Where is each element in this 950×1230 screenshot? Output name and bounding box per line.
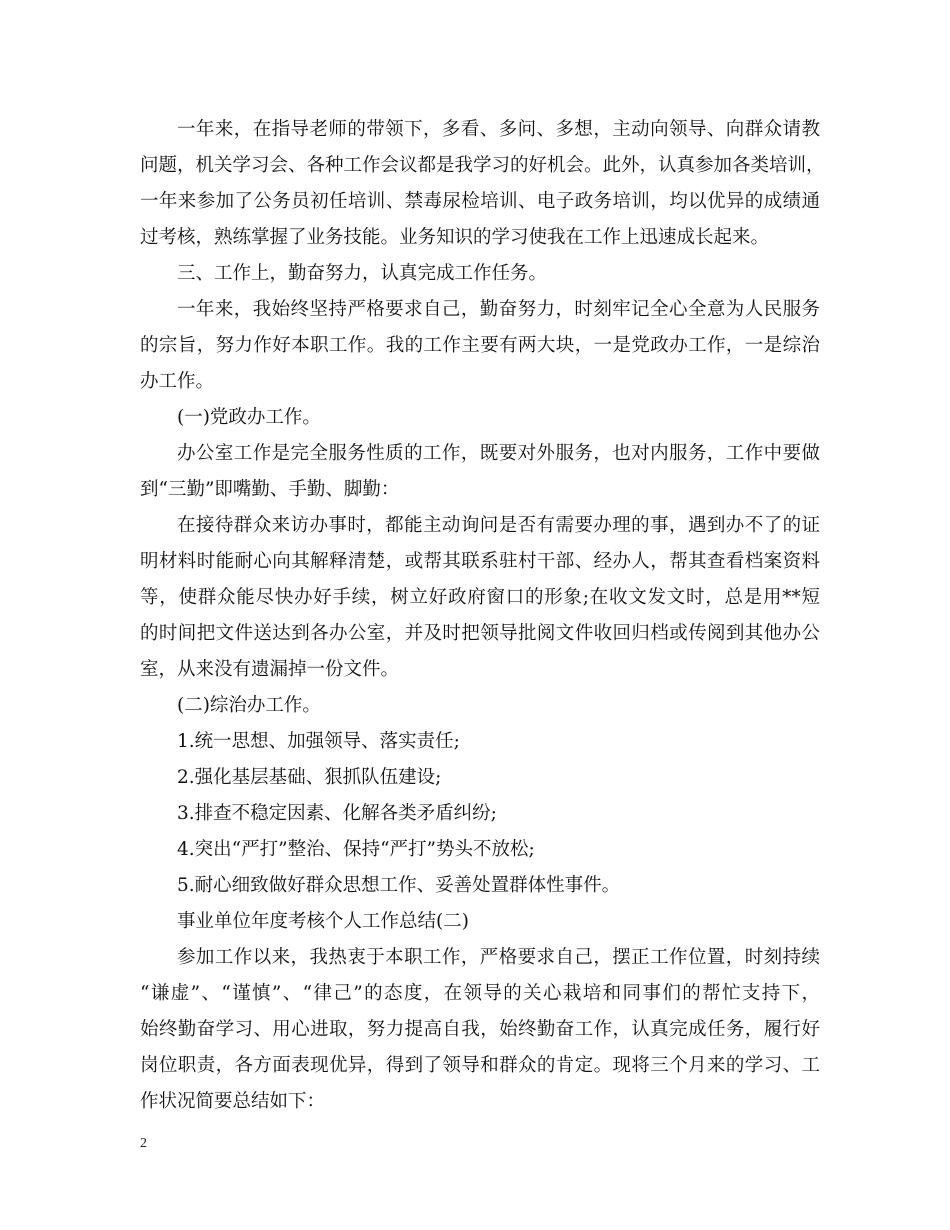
- text-line: 明材料时能耐心向其解释清楚，或帮其联系驻村干部、经办人，帮其查看档案资料: [140, 551, 820, 572]
- text-line: 始终勤奋学习、用心进取，努力提高自我，始终勤奋工作，认真完成任务，履行好: [140, 1019, 820, 1040]
- text-line: 岗位职责，各方面表现优异，得到了领导和群众的肯定。现将三个月来的学习、工: [140, 1055, 820, 1076]
- section-title: 事业单位年度考核个人工作总结(二): [177, 911, 469, 932]
- text-line: 作状况简要总结如下：: [140, 1091, 326, 1112]
- list-item: 4.突出“严打”整治、保持“严打”势头不放松;: [177, 839, 535, 860]
- list-item: 1.统一思想、加强领导、落实责任;: [177, 731, 460, 752]
- text-line: 室，从来没有遗漏掉一份文件。: [140, 659, 400, 680]
- text-line: 的宗旨，努力作好本职工作。我的工作主要有两大块，一是党政办工作，一是综治: [140, 335, 820, 356]
- text-line: 在接待群众来访办事时，都能主动询问是否有需要办理的事，遇到办不了的证: [177, 515, 820, 536]
- text-line: 一年来，在指导老师的带领下，多看、多问、多想，主动向领导、向群众请教: [177, 119, 820, 140]
- text-line: 的时间把文件送达到各办公室，并及时把领导批阅文件收回归档或传阅到其他办公: [140, 623, 820, 644]
- text-line: 办工作。: [140, 371, 215, 392]
- text-line: 等，使群众能尽快办好手续，树立好政府窗口的形象;在收文发文时，总是用**短: [140, 587, 820, 608]
- list-item: 3.排查不稳定因素、化解各类矛盾纠纷;: [177, 803, 497, 824]
- text-line: 一年来参加了公务员初任培训、禁毒尿检培训、电子政务培训，均以优异的成绩通: [140, 191, 820, 212]
- list-item: 2.强化基层基础、狠抓队伍建设;: [177, 767, 442, 788]
- text-line: 过考核，熟练掌握了业务技能。业务知识的学习使我在工作上迅速成长起来。: [140, 227, 770, 248]
- list-item: 5.耐心细致做好群众思想工作、妥善处置群体性事件。: [177, 875, 621, 896]
- text-line: “谦虚”、“谨慎”、“律己”的态度，在领导的关心栽培和同事们的帮忙支持下，: [140, 983, 820, 1004]
- section-heading: 三、工作上，勤奋努力，认真完成工作任务。: [177, 263, 548, 284]
- subsection-heading: (二)综治办工作。: [177, 695, 321, 716]
- page-number: 2: [140, 1136, 147, 1151]
- subsection-heading: (一)党政办工作。: [177, 407, 321, 428]
- text-line: 问题，机关学习会、各种工作会议都是我学习的好机会。此外，认真参加各类培训，: [140, 155, 825, 176]
- text-line: 到“三勤”即嘴勤、手勤、脚勤：: [140, 479, 400, 500]
- text-line: 办公室工作是完全服务性质的工作，既要对外服务，也对内服务，工作中要做: [177, 443, 820, 464]
- text-line: 一年来，我始终坚持严格要求自己，勤奋努力，时刻牢记全心全意为人民服务: [177, 299, 820, 320]
- text-line: 参加工作以来，我热衷于本职工作，严格要求自己，摆正工作位置，时刻持续: [177, 947, 820, 968]
